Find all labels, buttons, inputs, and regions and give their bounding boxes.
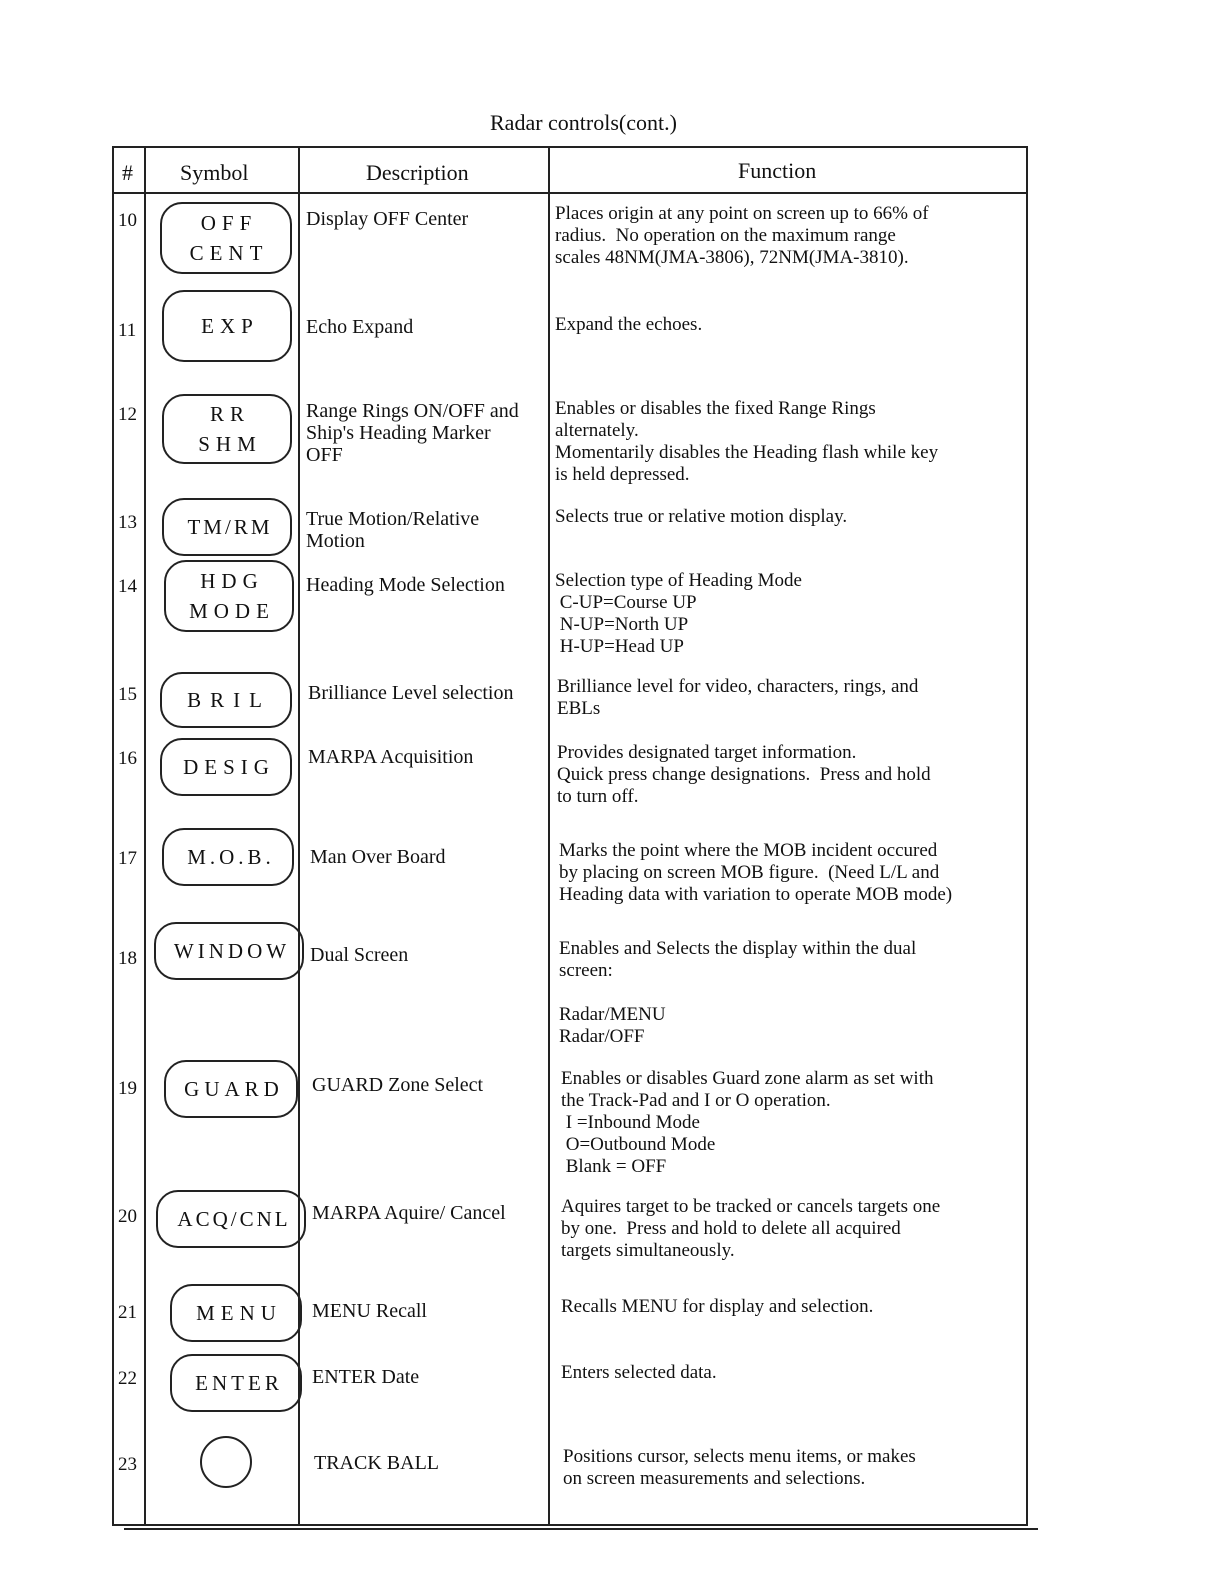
row-function: Selection type of Heading Mode C-UP=Course UP N-UP=North UP H-UP=Head UP	[555, 570, 802, 657]
track-ball-icon	[200, 1436, 252, 1488]
row-function: Marks the point where the MOB incident occured by placing on screen MOB figure. (Need L/L and Heading data with variation to operate MOB mode)	[559, 840, 953, 905]
row-function: Brilliance level for video, characters, rings, and EBLs	[557, 676, 919, 719]
row-number: 13	[118, 512, 137, 533]
row-function: Aquires target to be tracked or cancels targets one by one. Press and hold to delete all acquired targets simultaneously.	[561, 1196, 941, 1261]
row-function: Expand the echoes.	[555, 314, 703, 335]
key-label: WINDOW	[173, 939, 291, 963]
header-num: #	[122, 160, 133, 185]
key-label: MODE	[189, 599, 275, 623]
row-function: Recalls MENU for display and selection.	[561, 1296, 874, 1317]
key-desig	[160, 738, 292, 796]
key-tm-rm	[162, 498, 292, 556]
row-function: Enables and Selects the display within the dual screen: Radar/MENU Radar/OFF	[559, 938, 917, 1047]
column-divider	[144, 148, 146, 1524]
header-symbol: Symbol	[180, 160, 249, 185]
row-function: Positions cursor, selects menu items, or makes on screen measurements and selections.	[563, 1446, 916, 1489]
key-label: EXP	[201, 314, 259, 338]
key-window	[154, 922, 304, 980]
row-number: 23	[118, 1454, 137, 1475]
row-number: 18	[118, 948, 137, 969]
key-label: CENT	[189, 241, 269, 265]
key-bril	[160, 672, 292, 728]
key-mob	[162, 828, 294, 886]
row-function: Enables or disables the fixed Range Rings alternately. Momentarily disables the Heading flash while key is held depressed.	[555, 398, 939, 485]
header-function: Function	[738, 158, 817, 183]
row-number: 17	[118, 848, 137, 869]
row-description: TRACK BALL	[314, 1452, 439, 1474]
row-description: Man Over Board	[310, 846, 446, 868]
row-number: 19	[118, 1078, 137, 1099]
row-number: 11	[118, 320, 137, 341]
key-label: ACQ/CNL	[177, 1207, 291, 1231]
row-description: Range Rings ON/OFF and Ship's Heading Marker OFF	[306, 400, 519, 466]
key-guard	[164, 1060, 298, 1118]
row-description: MARPA Acquisition	[308, 746, 474, 768]
row-function: Enters selected data.	[561, 1362, 717, 1383]
key-label: DESIG	[183, 755, 275, 779]
row-description: MENU Recall	[312, 1300, 427, 1322]
row-description: MARPA Aquire/ Cancel	[312, 1202, 506, 1224]
key-label: SHM	[198, 432, 262, 456]
key-label: ENTER	[195, 1371, 283, 1395]
key-rr-shm	[162, 394, 292, 464]
column-divider	[548, 148, 550, 1524]
row-description: ENTER Date	[312, 1366, 420, 1388]
key-label: HDG	[200, 569, 264, 593]
row-number: 16	[118, 748, 137, 769]
header-description: Description	[366, 160, 469, 185]
radar-controls-table	[112, 146, 1028, 1526]
page-title: Radar controls(cont.)	[490, 110, 677, 135]
key-label: RR	[209, 402, 250, 426]
key-enter	[170, 1354, 302, 1412]
row-description: True Motion/Relative Motion	[306, 508, 480, 552]
row-function: Provides designated target information. Quick press change designations. Press and hold to turn off.	[557, 742, 931, 807]
row-number: 20	[118, 1206, 137, 1227]
row-number: 15	[118, 684, 137, 705]
row-number: 10	[118, 210, 137, 231]
key-hdg-mode	[164, 560, 294, 632]
row-description: Brilliance Level selection	[308, 682, 514, 704]
row-number: 12	[118, 404, 137, 425]
key-label: OFF	[200, 211, 258, 235]
row-function: Selects true or relative motion display.	[555, 506, 848, 527]
header-divider	[114, 192, 1026, 194]
row-number: 14	[118, 576, 137, 597]
row-description: Heading Mode Selection	[306, 574, 505, 596]
key-acq-cnl	[156, 1190, 306, 1248]
row-description: Echo Expand	[306, 316, 414, 338]
key-exp	[162, 290, 292, 362]
row-description: Dual Screen	[310, 944, 409, 966]
key-label: M.O.B.	[187, 845, 275, 869]
key-label: BRIL	[187, 688, 271, 712]
key-label: TM/RM	[187, 515, 273, 539]
row-number: 21	[118, 1302, 137, 1323]
footer-rule	[124, 1528, 1038, 1530]
key-off-cent	[160, 202, 292, 274]
row-function: Places origin at any point on screen up to 66% of radius. No operation on the maximum range scales 48NM(JMA-3806), 72NM(JMA-3810).	[555, 203, 929, 268]
key-label: GUARD	[184, 1077, 284, 1101]
row-function: Enables or disables Guard zone alarm as set with the Track-Pad and I or O operation. I =Inbound Mode O=Outbound Mode Blank = OFF	[561, 1068, 934, 1177]
key-label: MENU	[196, 1301, 282, 1325]
row-description: Display OFF Center	[306, 208, 469, 230]
key-menu	[170, 1284, 302, 1342]
row-number: 22	[118, 1368, 137, 1389]
row-description: GUARD Zone Select	[312, 1074, 484, 1096]
